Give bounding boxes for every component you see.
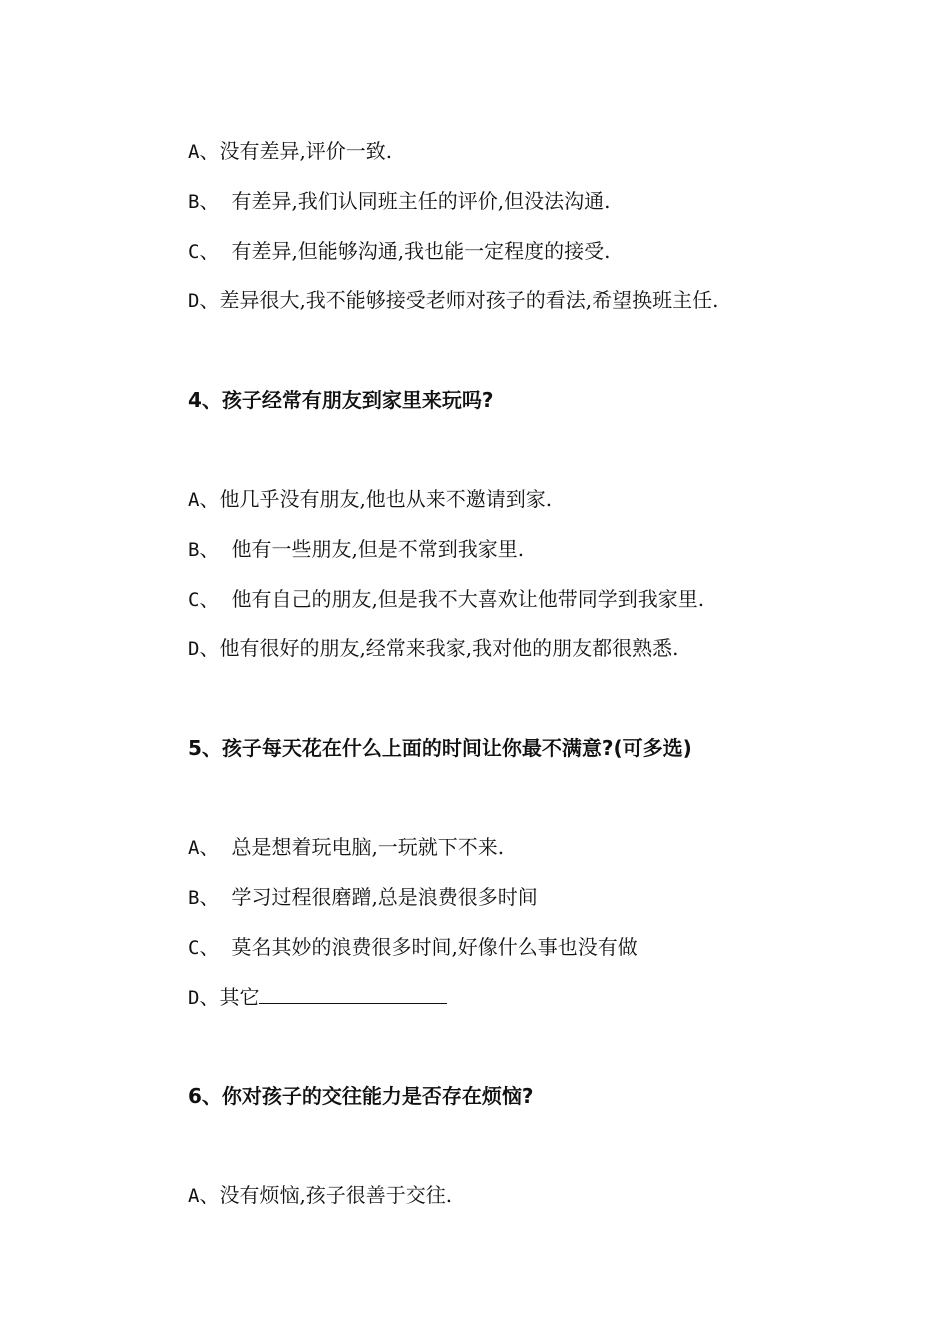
option-letter: A — [188, 141, 200, 163]
option-text: 其它 — [219, 985, 260, 1009]
option-separator: 、 — [199, 288, 220, 312]
q5-option-c — [188, 933, 638, 962]
q5-option-d — [188, 983, 447, 1012]
q6-option-a — [188, 1181, 452, 1210]
option-letter: C — [188, 241, 200, 263]
option-text: 没有差异,评价一致. — [219, 139, 393, 163]
q4-option-d — [188, 634, 679, 663]
q5-option-a — [188, 833, 504, 862]
q6-title: 6、你对孩子的交往能力是否存在烦恼? — [188, 1084, 534, 1108]
option-separator: 、 — [199, 189, 220, 213]
option-letter: A — [188, 1185, 200, 1207]
option-letter: D — [188, 638, 200, 660]
option-separator: 、 — [199, 935, 220, 959]
option-text: 他有自己的朋友,但是我不大喜欢让他带同学到我家里. — [231, 587, 705, 611]
option-separator: 、 — [199, 885, 220, 909]
q5-title: 5、孩子每天花在什么上面的时间让你最不满意?(可多选) — [188, 736, 692, 760]
option-separator: 、 — [199, 139, 220, 163]
option-separator: 、 — [199, 587, 220, 611]
option-text: 莫名其妙的浪费很多时间,好像什么事也没有做 — [231, 935, 638, 959]
option-separator: 、 — [199, 487, 220, 511]
option-text: 总是想着玩电脑,一玩就下不来. — [231, 835, 505, 859]
option-letter: C — [188, 589, 200, 611]
q3-option-a — [188, 137, 392, 166]
option-text: 差异很大,我不能够接受老师对孩子的看法,希望换班主任. — [219, 288, 719, 312]
option-letter: D — [188, 987, 200, 1009]
q4-option-b — [188, 535, 524, 564]
q4-option-a — [188, 485, 552, 514]
option-text: 他有很好的朋友,经常来我家,我对他的朋友都很熟悉. — [219, 636, 679, 660]
q4-title: 4、孩子经常有朋友到家里来玩吗? — [188, 388, 494, 412]
option-separator: 、 — [199, 1183, 220, 1207]
option-text: 他有一些朋友,但是不常到我家里. — [231, 537, 525, 561]
option-text: 学习过程很磨蹭,总是浪费很多时间 — [231, 885, 538, 909]
option-separator: 、 — [199, 239, 220, 263]
q4-option-c — [188, 585, 704, 614]
q3-option-b — [188, 187, 611, 216]
q5-option-b — [188, 883, 538, 912]
option-letter: A — [188, 837, 200, 859]
option-text: 他几乎没有朋友,他也从来不邀请到家. — [219, 487, 553, 511]
option-letter: C — [188, 937, 200, 959]
option-separator: 、 — [199, 636, 220, 660]
option-separator: 、 — [199, 537, 220, 561]
option-letter: B — [188, 539, 200, 561]
option-letter: B — [188, 191, 200, 213]
fill-in-blank[interactable] — [259, 985, 447, 1004]
option-text: 没有烦恼,孩子很善于交往. — [219, 1183, 453, 1207]
q3-option-c — [188, 237, 611, 266]
option-letter: A — [188, 489, 200, 511]
option-letter: B — [188, 887, 200, 909]
option-text: 有差异,我们认同班主任的评价,但没法沟通. — [231, 189, 611, 213]
option-text: 有差异,但能够沟通,我也能一定程度的接受. — [231, 239, 611, 263]
option-letter: D — [188, 290, 200, 312]
option-separator: 、 — [199, 835, 220, 859]
q3-option-d — [188, 286, 719, 315]
option-separator: 、 — [199, 985, 220, 1009]
